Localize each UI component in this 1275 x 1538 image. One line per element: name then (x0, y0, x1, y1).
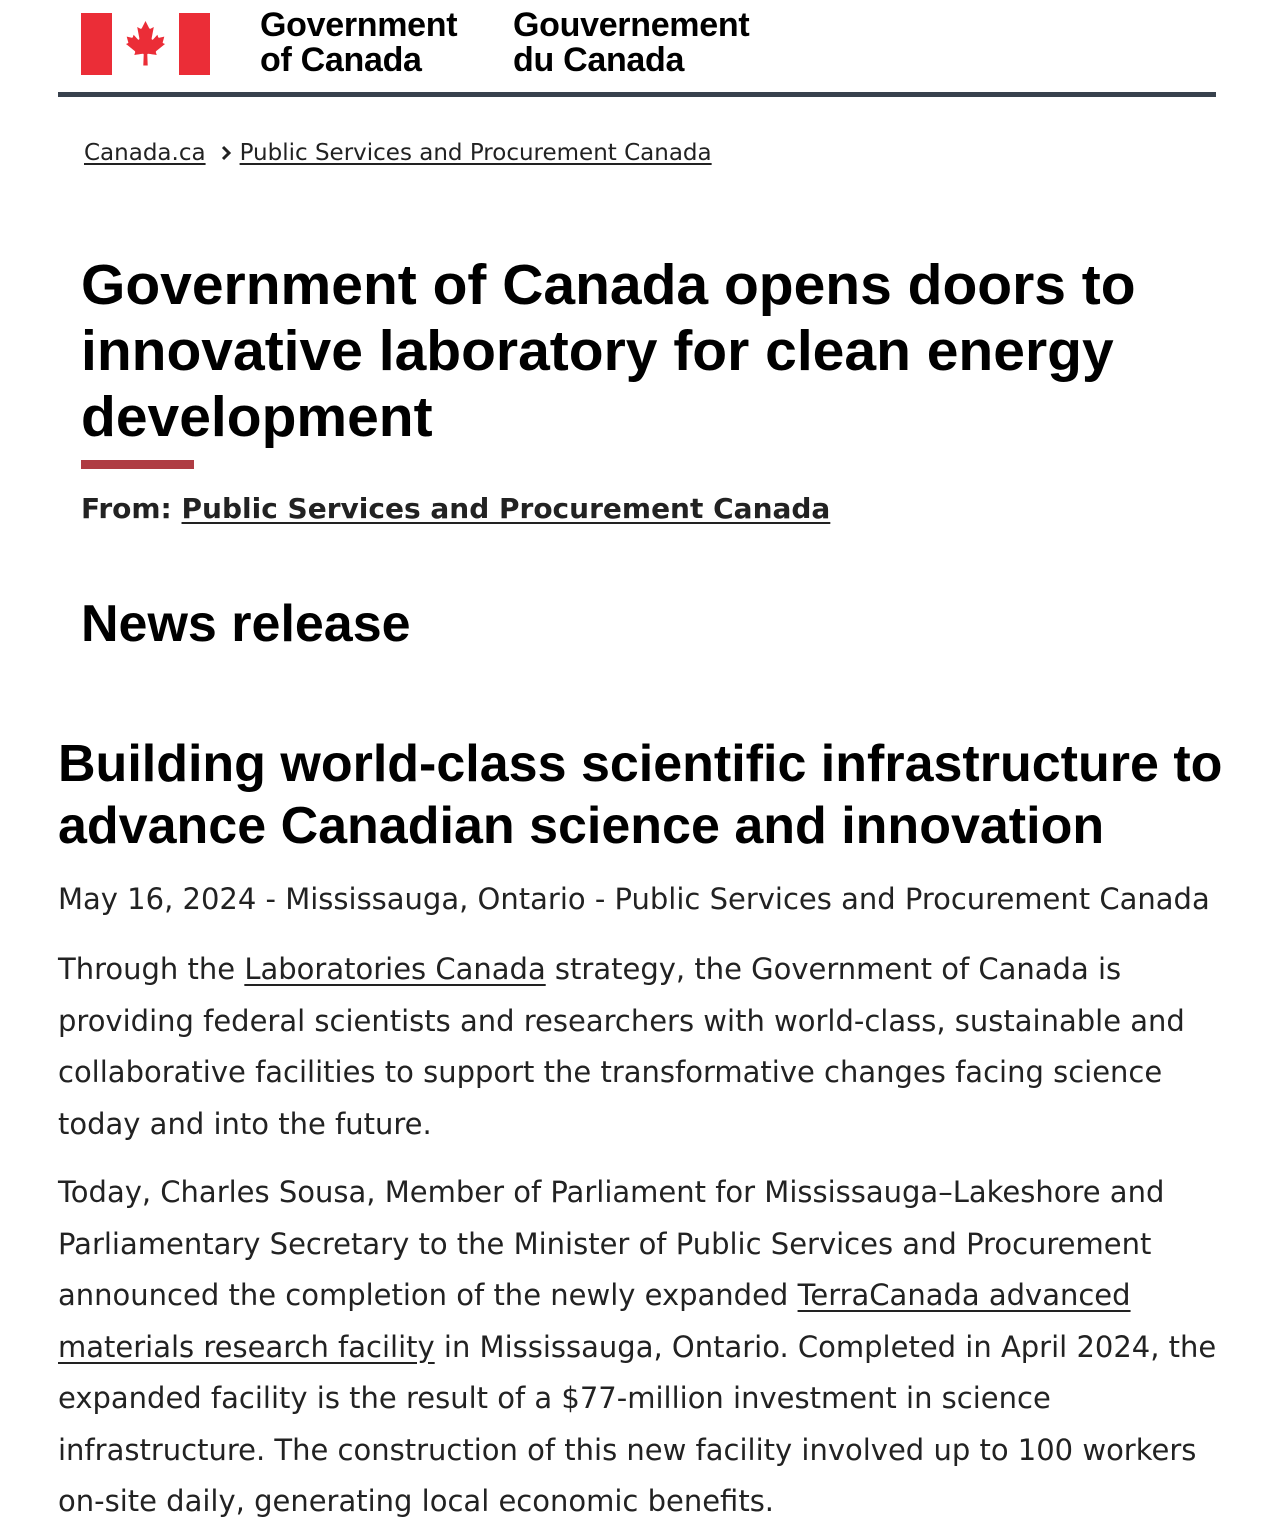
paragraph-text: strategy, the Government of Canada is providing federal scientists and researchers with world-class, sustainable and collaborative facilities to support the transformative changes facing science today and into the future. (58, 952, 1185, 1141)
chevron-right-icon (220, 142, 234, 164)
header-divider (58, 92, 1216, 97)
breadcrumb-link-canada-ca[interactable]: Canada.ca (84, 140, 206, 166)
site-header (0, 0, 1275, 98)
breadcrumb (84, 138, 712, 168)
paragraph-terracanada (58, 1167, 1228, 1528)
title-accent-bar (81, 460, 194, 469)
laboratories-canada-link[interactable]: Laboratories Canada (244, 952, 546, 986)
from-label: From: (81, 492, 172, 525)
paragraph-text: Through the (58, 952, 245, 986)
article-subtitle: Building world-class scientific infrastructure to advance Canadian science and innovation (58, 735, 1223, 855)
signature-fr-line2: du Canada (513, 41, 685, 79)
dateline: May 16, 2024 - Mississauga, Ontario - Public Services and Procurement Canada (58, 882, 1210, 916)
government-signature-french (513, 8, 749, 78)
paragraph-laboratories-canada (58, 944, 1228, 1150)
page-title: Government of Canada opens doors to innovative laboratory for clean energy development (81, 253, 1136, 449)
from-line (81, 490, 830, 528)
paragraph-text: in Mississauga, Ontario. Completed in April 2024, the expanded facility is the result of a $77-million investment in science infrastructure. The construction of this new facility involved up to 100 workers on-site daily, generating local economic benefits. (58, 1329, 1217, 1518)
breadcrumb-link-pspc[interactable]: Public Services and Procurement Canada (239, 140, 712, 166)
document-type-heading: News release (81, 595, 411, 653)
terracanada-facility-link[interactable]: TerraCanada advanced materials research facility (58, 1278, 1131, 1364)
signature-fr-line1: Gouvernement (513, 6, 750, 44)
government-signature-english (260, 8, 457, 78)
canada-flag-icon[interactable] (81, 13, 210, 75)
paragraph-text: Today, Charles Sousa, Member of Parliament for Mississauga–Lakeshore and Parliamentary Secretary to the Minister of Public Services and Procurement announced the completion of the newly expanded (58, 1175, 1165, 1312)
signature-en-line1: Government (260, 6, 458, 44)
signature-en-line2: of Canada (260, 41, 422, 79)
from-department-link[interactable]: Public Services and Procurement Canada (181, 492, 831, 525)
